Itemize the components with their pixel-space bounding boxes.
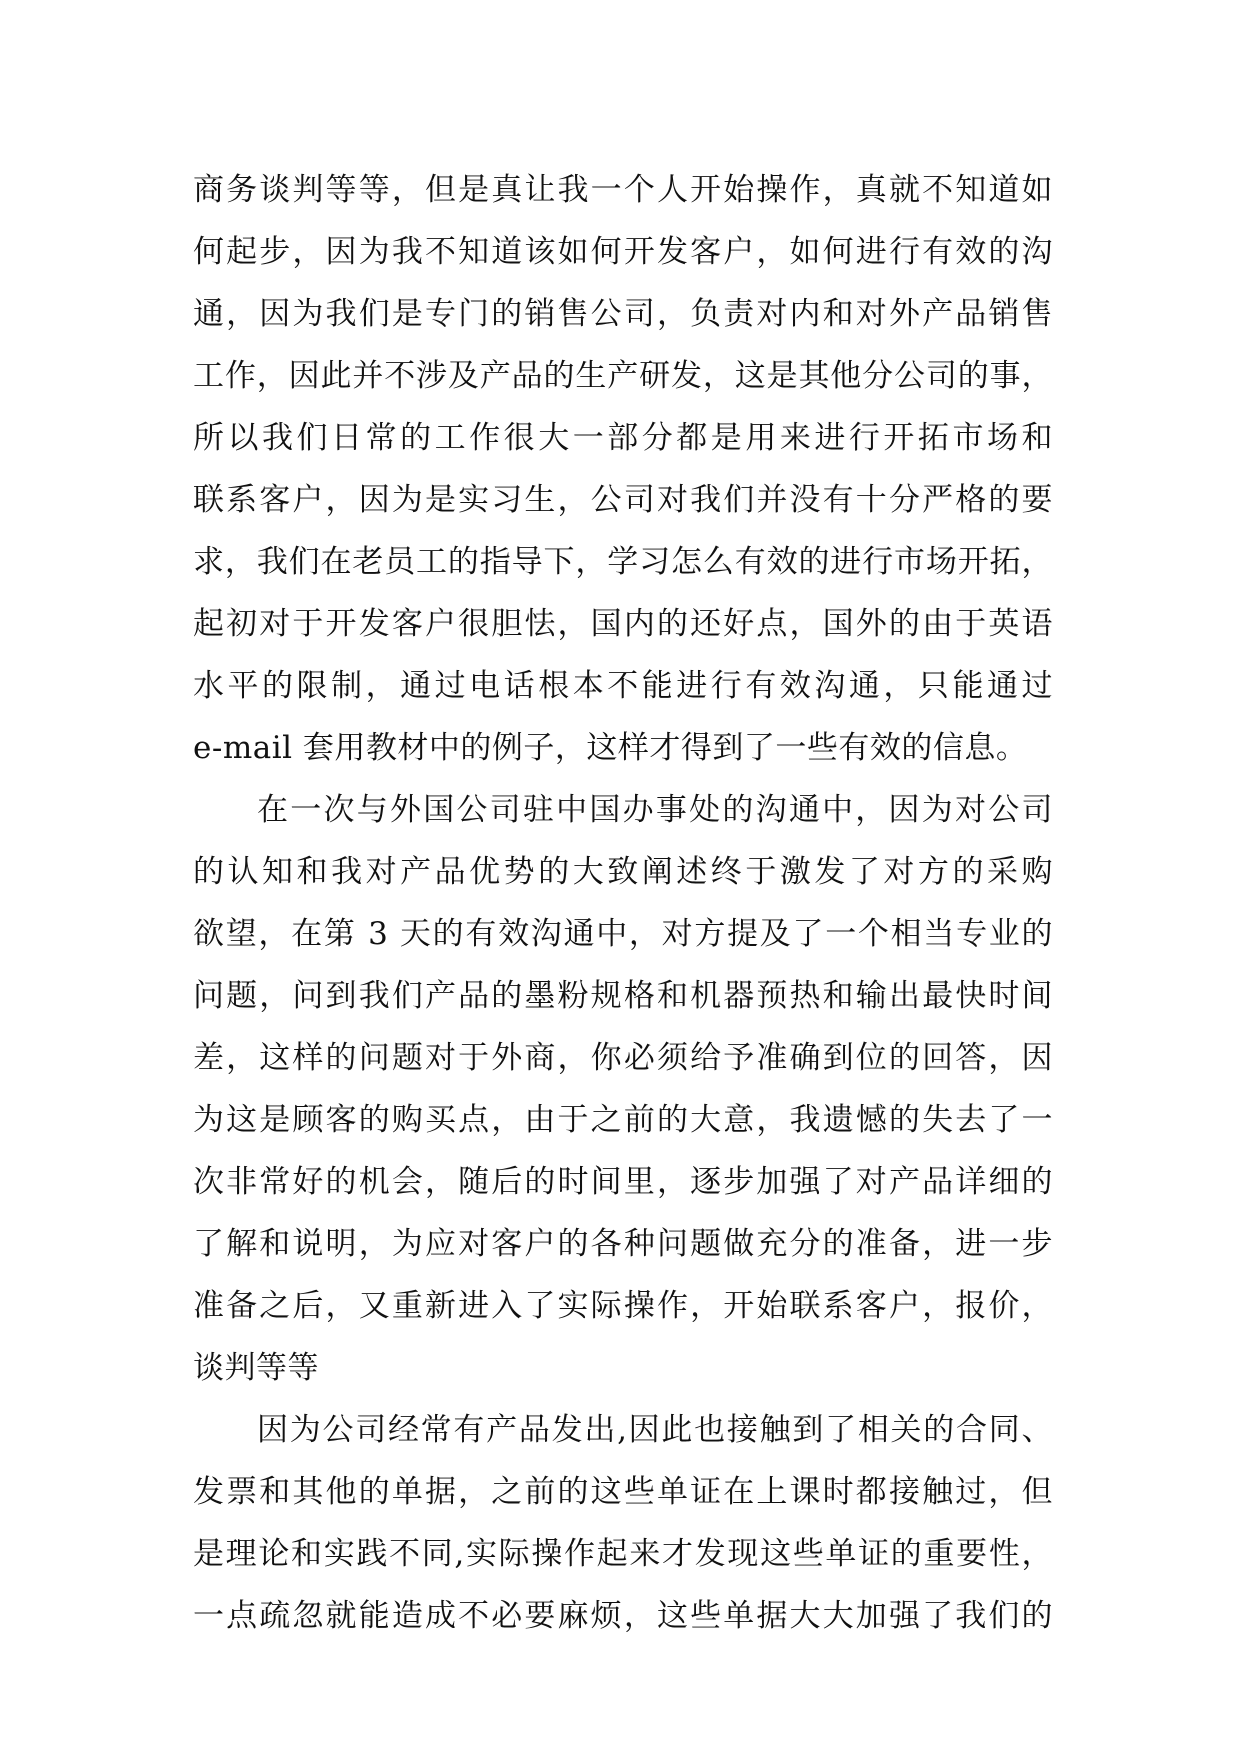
text-line: 水平的限制，通过电话根本不能进行有效沟通，只能通过 <box>193 668 1053 704</box>
text-line: 发票和其他的单据，之前的这些单证在上课时都接触过，但 <box>193 1474 1053 1510</box>
text-line: 工作，因此并不涉及产品的生产研发，这是其他分公司的事， <box>193 358 1053 394</box>
text-line: 所以我们日常的工作很大一部分都是用来进行开拓市场和 <box>193 420 1053 456</box>
text-line: 是理论和实践不同,实际操作起来才发现这些单证的重要性， <box>193 1536 1053 1572</box>
paragraph-first-line: 在一次与外国公司驻中国办事处的沟通中，因为对公司 <box>257 792 1053 828</box>
text-line: 次非常好的机会，随后的时间里，逐步加强了对产品详细的 <box>193 1164 1053 1200</box>
paragraph-first-line: 因为公司经常有产品发出,因此也接触到了相关的合同、 <box>257 1412 1053 1448</box>
text-line: 的认知和我对产品优势的大致阐述终于激发了对方的采购 <box>193 854 1053 890</box>
text-line: 问题，问到我们产品的墨粉规格和机器预热和输出最快时间 <box>193 978 1053 1014</box>
text-line: 联系客户，因为是实习生，公司对我们并没有十分严格的要 <box>193 482 1053 518</box>
text-line: 谈判等等 <box>193 1350 319 1386</box>
text-line: 求，我们在老员工的指导下，学习怎么有效的进行市场开拓， <box>193 544 1053 580</box>
body-text <box>193 159 1053 1647</box>
text-line: 了解和说明，为应对客户的各种问题做充分的准备，进一步 <box>193 1226 1053 1262</box>
text-line: e-mail 套用教材中的例子，这样才得到了一些有效的信息。 <box>193 730 1028 766</box>
text-line: 通，因为我们是专门的销售公司，负责对内和对外产品销售 <box>193 296 1053 332</box>
text-line: 差，这样的问题对于外商，你必须给予准确到位的回答，因 <box>193 1040 1053 1076</box>
text-line: 为这是顾客的购买点，由于之前的大意，我遗憾的失去了一 <box>193 1102 1053 1138</box>
text-line: 一点疏忽就能造成不必要麻烦，这些单据大大加强了我们的 <box>193 1598 1053 1634</box>
text-line: 欲望，在第 3 天的有效沟通中，对方提及了一个相当专业的 <box>193 916 1053 952</box>
text-line: 何起步，因为我不知道该如何开发客户，如何进行有效的沟 <box>193 234 1053 270</box>
text-line: 起初对于开发客户很胆怯，国内的还好点，国外的由于英语 <box>193 606 1053 642</box>
text-line: 准备之后，又重新进入了实际操作，开始联系客户，报价， <box>193 1288 1053 1324</box>
text-line: 商务谈判等等，但是真让我一个人开始操作，真就不知道如 <box>193 172 1053 208</box>
